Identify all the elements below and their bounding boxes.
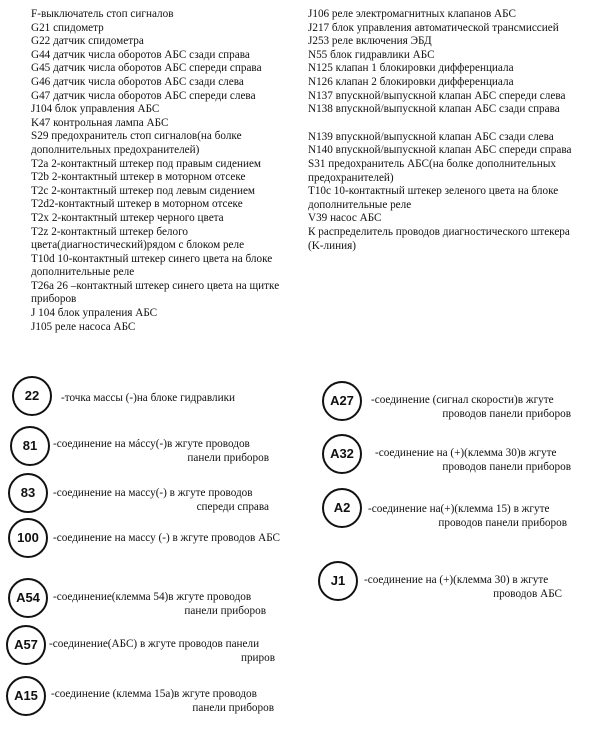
legend-entry: К распределитель проводов диагностического штекера (K-линия) — [308, 225, 570, 252]
connection-description: -соединение на (+)(клемма 30) в жгуте проводов АБС — [364, 574, 562, 600]
legend-entry: K47 контрольная лампа АБС — [31, 116, 169, 129]
legend-entry: N140 впускной/выпускной клапан АБС спереди справа — [308, 144, 572, 157]
legend-entry: J217 блок управления автоматической трансмиссией — [308, 21, 559, 34]
connection-description: -соединение на (+)(клемма 30)в жгуте проводов панели приборов — [375, 447, 571, 473]
connection-badge-a54: A54 — [8, 578, 48, 618]
legend-entry: T2a 2-контактный штекер под правым сидением — [31, 157, 261, 170]
legend-entry: G45 датчик числа оборотов АБС спереди справа — [31, 62, 262, 75]
legend-entry: F-выключатель стоп сигналов — [31, 8, 174, 20]
connection-description: -соединение на мáссу(-)в жгуте проводов панели приборов — [53, 438, 269, 464]
legend-entry: S31 предохранитель АБС(на болке дополнительных предохранителей) — [308, 157, 556, 184]
legend-entry: T26a 26 –контактный штекер синего цвета на щитке приборов — [31, 279, 280, 306]
connection-description: -соединение (клемма 15a)в жгуте проводов панели приборов — [51, 688, 274, 714]
legend-entry: T10c 10-контактный штекер зеленого цвета на блоке дополнительные реле — [308, 185, 559, 211]
legend-entry: T2d2-контактный штекер в моторном отсеке — [31, 198, 243, 211]
legend-entry: G21 спидометр — [31, 21, 104, 34]
connection-badge-22: 22 — [12, 376, 52, 416]
connection-badge-a2: A2 — [322, 488, 362, 528]
connection-description: -точка массы (-)на блоке гидравлики — [61, 392, 236, 404]
connection-badge-a27: A27 — [322, 381, 362, 421]
connection-badge-83: 83 — [8, 473, 48, 513]
connection-badge-a32: A32 — [322, 434, 362, 474]
legend-entry: N126 клапан 2 блокировки дифференциала — [308, 75, 514, 88]
connection-description: -соединение(АБС) в жгуте проводов панели приров — [49, 638, 275, 664]
legend-entry: G47 датчик числа оборотов АБС спереди слева — [31, 89, 256, 102]
legend-entry: J253 реле включения ЭБД — [308, 35, 432, 48]
connection-description: -соединение на массу (-) в жгуте проводов АБС — [53, 532, 281, 544]
legend-entry: G22 датчик спидометра — [31, 35, 144, 48]
legend-entry: J 104 блок упраления АБС — [31, 307, 158, 320]
right-legend-column — [308, 8, 576, 253]
connection-description: -соединение на(+)(клемма 15) в жгуте проводов панели приборов — [368, 503, 567, 529]
legend-entry: J106 реле электромагнитных клапанов АБС — [308, 8, 516, 20]
legend-entry: N125 клапан 1 блокировки дифференциала — [308, 62, 514, 75]
legend-entry: T2z 2-контактный штекер белого цвета(диагностический)рядом с блоком реле — [31, 225, 245, 252]
connection-badge-a57: A57 — [6, 625, 46, 665]
legend-entry: T10d 10-контактный штекер синего цвета на блоке дополнительные реле — [31, 252, 273, 279]
connection-description: -соединение (сигнал скорости)в жгуте проводов панели приборов — [371, 394, 571, 420]
left-legend-column — [31, 8, 289, 334]
connection-badge-81: 81 — [10, 426, 50, 466]
legend-entry: T2c 2-контактный штекер под левым сидением — [31, 184, 255, 197]
legend-entry: V39 насос АБС — [308, 212, 382, 225]
legend-entry: N137 впускной/выпускной клапан АБС спереди слева — [308, 89, 566, 102]
legend-entry: G46 датчик числа оборотов АБС сзади слева — [31, 75, 244, 88]
connection-badge-a15: A15 — [6, 676, 46, 716]
legend-entry: G44 датчик числа оборотов АБС сзади справа — [31, 48, 250, 61]
connection-description: -соединение на массу(-) в жгуте проводов спереди справа — [53, 487, 269, 513]
connection-badge-j1: J1 — [318, 561, 358, 601]
connection-description: -соединение(клемма 54)в жгуте проводов панели приборов — [53, 591, 266, 617]
connection-badge-100: 100 — [8, 518, 48, 558]
legend-entry: N138 впускной/выпускной клапан АБС сзади справа — [308, 103, 560, 116]
legend-entry: T2x 2-контактный штекер черного цвета — [31, 211, 224, 224]
legend-entry: N139 впускной/выпускной клапан АБС сзади слева — [308, 130, 554, 143]
legend-entry: N55 блок гидравлики АБС — [308, 48, 435, 61]
legend-entry: S29 предохранитель стоп сигналов(на болке дополнительных предохранителей) — [31, 130, 242, 156]
legend-entry: T2b 2-контактный штекер в моторном отсеке — [31, 171, 246, 184]
legend-entry: J105 реле насоса АБС — [31, 320, 136, 333]
legend-entry: J104 блок управления АБС — [31, 103, 160, 116]
